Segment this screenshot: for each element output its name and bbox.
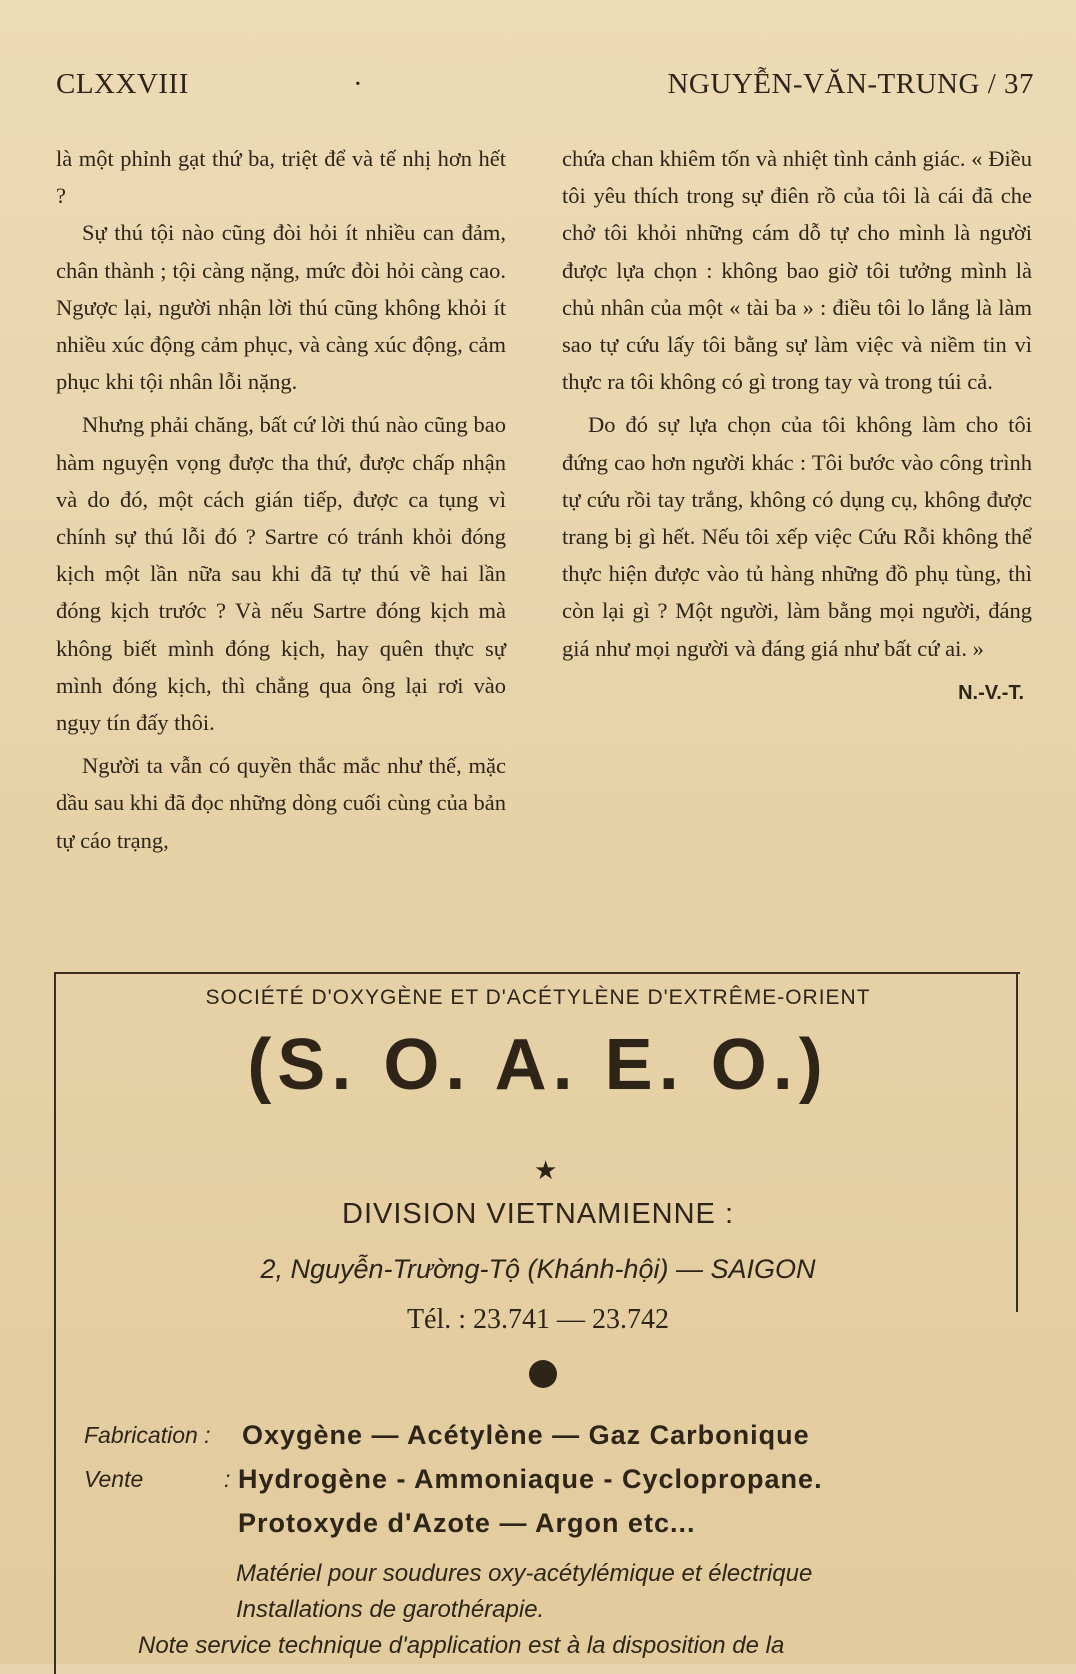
products-line: Oxygène — Acétylène — Gaz Carbonique — [242, 1420, 810, 1450]
company-acronym: (S. O. A. E. O.) — [247, 1025, 829, 1105]
star-ornament: ★ — [534, 1156, 558, 1185]
products-line: Protoxyde d'Azote — Argon etc... — [238, 1508, 696, 1538]
article-column-right — [562, 140, 1032, 712]
page-header — [56, 68, 1034, 108]
label-vente: Vente — [84, 1466, 144, 1492]
article-column-left — [56, 140, 506, 859]
label-colon: : — [224, 1466, 231, 1492]
article-paragraph: Người ta vẫn có quyền thắc mắc như thế, mặc dầu sau khi đã đọc những dòng cuối cùng của bản tự cáo trạng, — [56, 753, 506, 853]
article-paragraph: Sự thú tội nào cũng đòi hỏi ít nhiều can đảm, chân thành ; tội càng nặng, mức đòi hỏi càng cao. Ngược lại, người nhận lời thú cũng không khỏi ít nhiều xúc động cảm phục, và càng xúc động, cảm phục khi tội nhân lỗi nặng. — [56, 220, 506, 395]
issue-number: CLXXVIII — [56, 68, 189, 100]
service-note: Note service technique d'application est à la disposition de la — [138, 1632, 785, 1659]
division-title: DIVISION VIETNAMIENNE : — [342, 1198, 734, 1230]
article-paragraph: là một phỉnh gạt thứ ba, triệt để và tế nhị hơn hết ? — [56, 146, 506, 209]
header-separator: · — [353, 68, 364, 100]
author-page-number: NGUYỄN-VĂN-TRUNG / 37 — [667, 68, 1034, 100]
article-paragraph: chứa chan khiêm tốn và nhiệt tình cảnh giác. « Điều tôi yêu thích trong sự điên rồ của tôi là cái đã che chở tôi khỏi những cám dỗ tự cho mình là người được lựa chọn : không bao giờ tôi tưởng mình là chủ nhân của một « tài ba » : điều tôi lo lắng là làm sao tự cứu lấy tôi bằng sự làm việc và niềm tin vì thực ra tôi không có gì trong tay và trong túi cả. — [562, 146, 1032, 395]
advertisement-box — [54, 972, 1020, 1674]
company-address: 2, Nguyễn-Trường-Tộ (Khánh-hội) — SAIGON — [260, 1254, 816, 1284]
material-line: Installations de garothérapie. — [236, 1596, 545, 1623]
material-line: Matériel pour soudures oxy-acétylémique et électrique — [236, 1560, 813, 1587]
bullet-ornament — [529, 1360, 557, 1388]
article-paragraph: Nhưng phải chăng, bất cứ lời thú nào cũng bao hàm nguyện vọng được tha thứ, được chấp nhận và do đó, một cách gián tiếp, được ca tụng vì chính sự thú lỗi đó ? Sartre có tránh khỏi đóng kịch một lần nữa sau khi đã tự thú về hai lần đóng kịch trước ? Và nếu Sartre đóng kịch mà không biết mình đóng kịch, hay quên thực sự mình đóng kịch, thì chẳng qua ông lại rơi vào ngụy tín đấy thôi. — [56, 412, 506, 736]
label-fabrication: Fabrication : — [84, 1422, 211, 1448]
company-name: SOCIÉTÉ D'OXYGÈNE ET D'ACÉTYLÈNE D'EXTRÊME-ORIENT — [205, 986, 871, 1009]
article-paragraph: Do đó sự lựa chọn của tôi không làm cho tôi đứng cao hơn người khác : Tôi bước vào công trình tự cứu rồi tay trắng, không có dụng cụ, không được trang bị gì hết. Nếu tôi xếp việc Cứu Rỗi không thể thực hiện được vào tủ hàng những đồ phụ tùng, thì còn lại gì ? Một người, làm bằng mọi người, đáng giá như mọi người và đáng giá như bất cứ ai. » — [562, 412, 1032, 661]
company-phone: Tél. : 23.741 — 23.742 — [406, 1304, 670, 1335]
author-signature: N.-V.-T. — [958, 681, 1024, 704]
products-line: Hydrogène - Ammoniaque - Cyclopropane. — [238, 1464, 823, 1494]
